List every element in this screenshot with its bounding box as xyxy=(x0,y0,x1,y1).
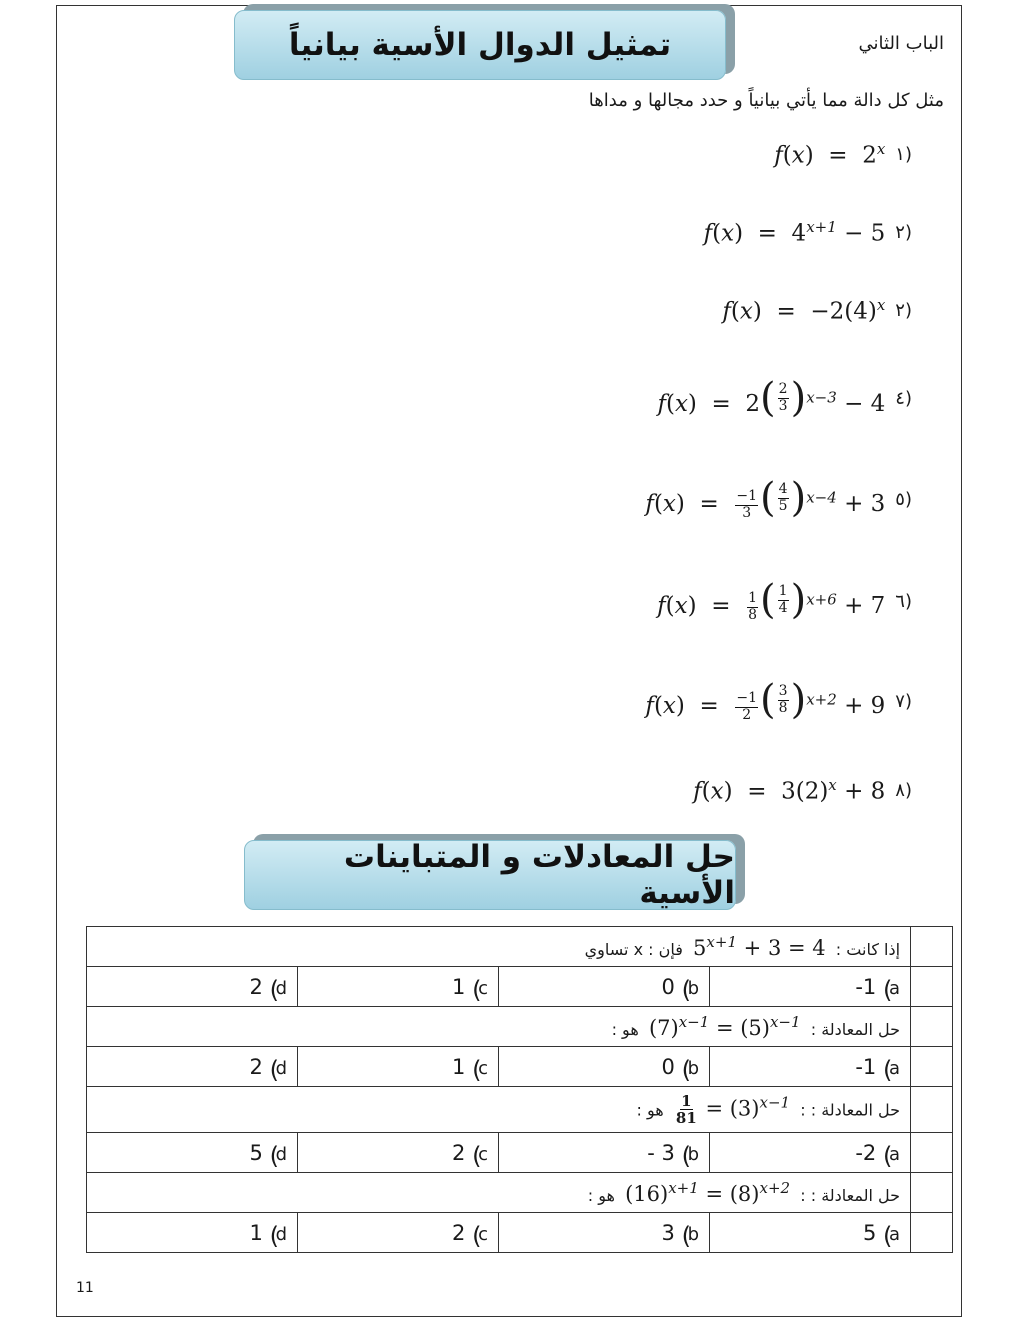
option-c[interactable]: 2 ( c xyxy=(298,1133,499,1173)
option-b[interactable]: - 3 ( b xyxy=(499,1133,710,1173)
problem-7: f(x) = $\frac{-1}{2}$ ( $\frac{3}{8}$ ) $^{x+2}$ + 9 ٧) xyxy=(645,677,912,723)
spacer-cell xyxy=(911,967,953,1007)
question-cell: إذا كانت : $5^{x+1} + 3 = 4$ فإن : x تساوي xyxy=(87,927,911,967)
option-d[interactable]: 5 ( d xyxy=(87,1133,298,1173)
problem-number: ٦) xyxy=(895,590,912,612)
problem-2: $f(x) = 4^{x+1} - 5$ ٢) xyxy=(703,218,912,247)
question-cell: حل المعادلة : : $\frac{1}{81}$ = $(3)^{x-1}$ هو : xyxy=(87,1087,911,1133)
option-d[interactable]: 1 ( d xyxy=(87,1213,298,1253)
option-d[interactable]: 2 ( d xyxy=(87,1047,298,1087)
options-row xyxy=(87,967,953,1007)
problem-number: ٤) xyxy=(895,387,912,409)
option-c[interactable]: 1 ( c xyxy=(298,967,499,1007)
question-math: $(7)^{x-1} = (5)^{x-1}$ xyxy=(648,1013,801,1040)
option-a[interactable]: -1 ( a xyxy=(710,967,911,1007)
question-row xyxy=(87,1087,953,1133)
page-number: 11 xyxy=(76,1280,94,1296)
problem-3: $f(x) = -2(4)^x$ ٢) xyxy=(722,296,912,325)
problem-number: ١) xyxy=(895,143,912,165)
option-b[interactable]: 0 ( b xyxy=(499,967,710,1007)
page-title: تمثيل الدوال الأسية بيانياً xyxy=(288,27,672,63)
spacer-cell xyxy=(911,1087,953,1133)
option-d[interactable]: 2 ( d xyxy=(87,967,298,1007)
page-title-banner xyxy=(234,10,726,80)
spacer-cell xyxy=(911,1173,953,1213)
problem-4: f(x) = 2 ( $\frac{2}{3}$ ) $^{x-3}$ − 4 ٤) xyxy=(657,375,912,421)
option-a[interactable]: 5 ( a xyxy=(710,1213,911,1253)
section-title: حل المعادلات و المتباينات الأسية xyxy=(343,839,735,911)
question-cell: حل المعادلة : : $(16)^{x+1} = (8)^{x+2}$ هو : xyxy=(87,1173,911,1213)
option-b[interactable]: 0 ( b xyxy=(499,1047,710,1087)
section-title-banner xyxy=(244,840,736,910)
question-cell: حل المعادلة : $(7)^{x-1} = (5)^{x-1}$ هو : xyxy=(87,1007,911,1047)
problem-6: f(x) = $\frac{1}{8}$ ( $\frac{1}{4}$ ) $^{x+6}$ + 7 ٦) xyxy=(657,577,912,623)
options-row xyxy=(87,1213,953,1253)
question-math: $\frac{1}{81}$ = $(3)^{x-1}$ xyxy=(675,1091,791,1127)
instruction-text: مثل كل دالة مما يأتي بيانياً و حدد مجالها و مداها xyxy=(588,90,944,111)
option-a[interactable]: -2 ( a xyxy=(710,1133,911,1173)
problem-number: ٢) xyxy=(895,221,912,243)
option-b[interactable]: 3 ( b xyxy=(499,1213,710,1253)
option-c[interactable]: 2 ( c xyxy=(298,1213,499,1253)
problem-number: ٧) xyxy=(895,690,912,712)
problem-5: f(x) = $\frac{-1}{3}$ ( $\frac{4}{5}$ ) $^{x-4}$ + 3 ٥) xyxy=(645,475,912,521)
question-row xyxy=(87,927,953,967)
options-row xyxy=(87,1133,953,1173)
spacer-cell xyxy=(911,1047,953,1087)
options-row xyxy=(87,1047,953,1087)
question-math: $(16)^{x+1} = (8)^{x+2}$ xyxy=(625,1179,791,1206)
problem-number: ٢) xyxy=(895,299,912,321)
problem-1: f(x) = 2$^x$ ١) xyxy=(774,140,912,169)
option-a[interactable]: -1 ( a xyxy=(710,1047,911,1087)
question-math: $5^{x+1} + 3 = 4$ xyxy=(693,933,826,960)
mcq-table xyxy=(86,926,953,1253)
problem-number: ٨) xyxy=(895,779,912,801)
question-row xyxy=(87,1007,953,1047)
spacer-cell xyxy=(911,927,953,967)
question-row xyxy=(87,1173,953,1213)
spacer-cell xyxy=(911,1007,953,1047)
chapter-label: الباب الثاني xyxy=(858,33,944,54)
problem-8: $f(x) = 3(2)^x + 8$ ٨) xyxy=(693,776,912,805)
problem-number: ٥) xyxy=(895,488,912,510)
option-c[interactable]: 1 ( c xyxy=(298,1047,499,1087)
spacer-cell xyxy=(911,1213,953,1253)
spacer-cell xyxy=(911,1133,953,1173)
